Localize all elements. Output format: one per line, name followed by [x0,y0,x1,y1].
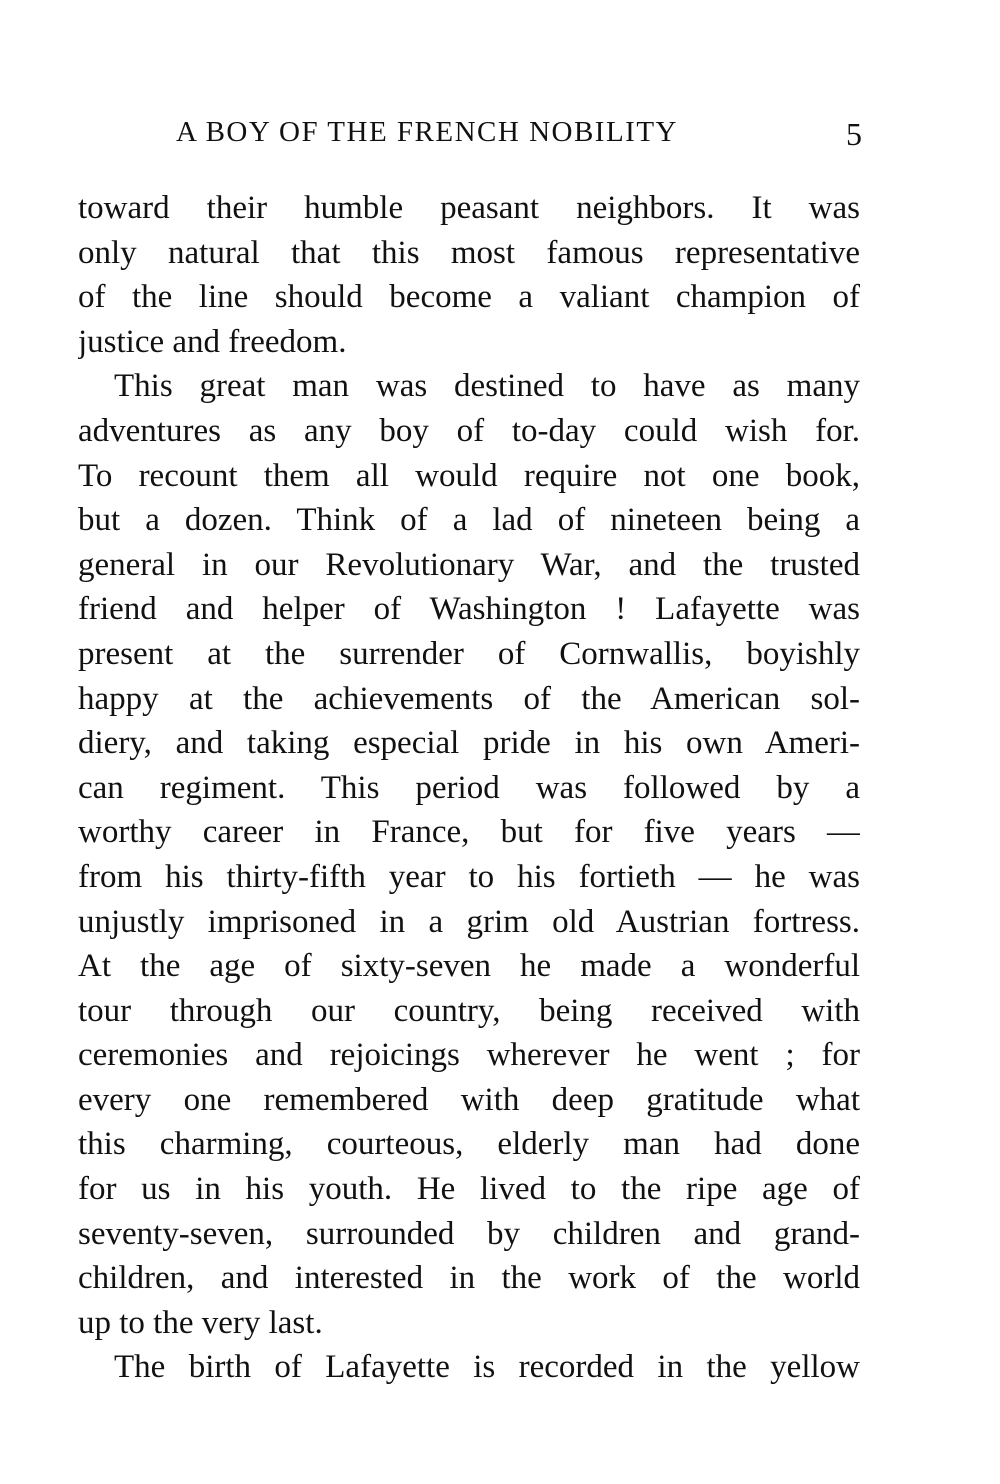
text-line: this charming, courteous, elderly man had done [78,1126,860,1163]
text-line: can regiment. This period was followed by a [78,769,860,806]
text-line: but a dozen. Think of a lad of nineteen being a [78,502,860,539]
running-head [176,112,862,152]
body-text [78,186,860,1390]
text-line: tour through our country, being received with [78,992,860,1029]
text-line: justice and freedom. [78,323,347,360]
text-line: ceremonies and rejoicings wherever he went ; for [78,1037,860,1074]
text-line: present at the surrender of Cornwallis, boyishly [78,635,860,672]
text-line: unjustly imprisoned in a grim old Austrian fortress. [78,903,860,940]
text-line: toward their humble peasant neighbors. It was [78,190,860,226]
text-line: To recount them all would require not one book, [78,457,860,494]
paragraph [78,364,860,1345]
text-line: of the line should become a valiant champion of [78,279,860,316]
text-line: every one remembered with deep gratitude what [78,1081,860,1118]
text-line: up to the very last. [78,1304,323,1341]
text-line: only natural that this most famous representative [78,234,860,271]
text-line: seventy-seven, surrounded by children and grand- [78,1215,860,1252]
text-line: happy at the achievements of the American sol- [78,680,860,717]
text-line: children, and interested in the work of the world [78,1260,860,1297]
text-line: for us in his youth. He lived to the ripe age of [78,1171,860,1208]
text-line: diery, and taking especial pride in his own Ameri- [78,725,860,762]
paragraph [78,1345,860,1390]
paragraph [78,186,860,364]
text-line: worthy career in France, but for five years — [78,814,860,851]
text-line: The birth of Lafayette is recorded in the yellow [114,1349,860,1386]
text-line: At the age of sixty-seven he made a wonderful [78,948,860,985]
running-title: A BOY OF THE FRENCH NOBILITY [176,116,678,148]
text-line: adventures as any boy of to-day could wish for. [78,412,860,449]
text-line: This great man was destined to have as many [114,368,860,405]
text-line: from his thirty-fifth year to his fortieth — he was [78,858,860,895]
text-line: friend and helper of Washington ! Lafayette was [78,591,860,628]
text-line: general in our Revolutionary War, and the trusted [78,546,860,583]
page-number: 5 [846,116,862,152]
